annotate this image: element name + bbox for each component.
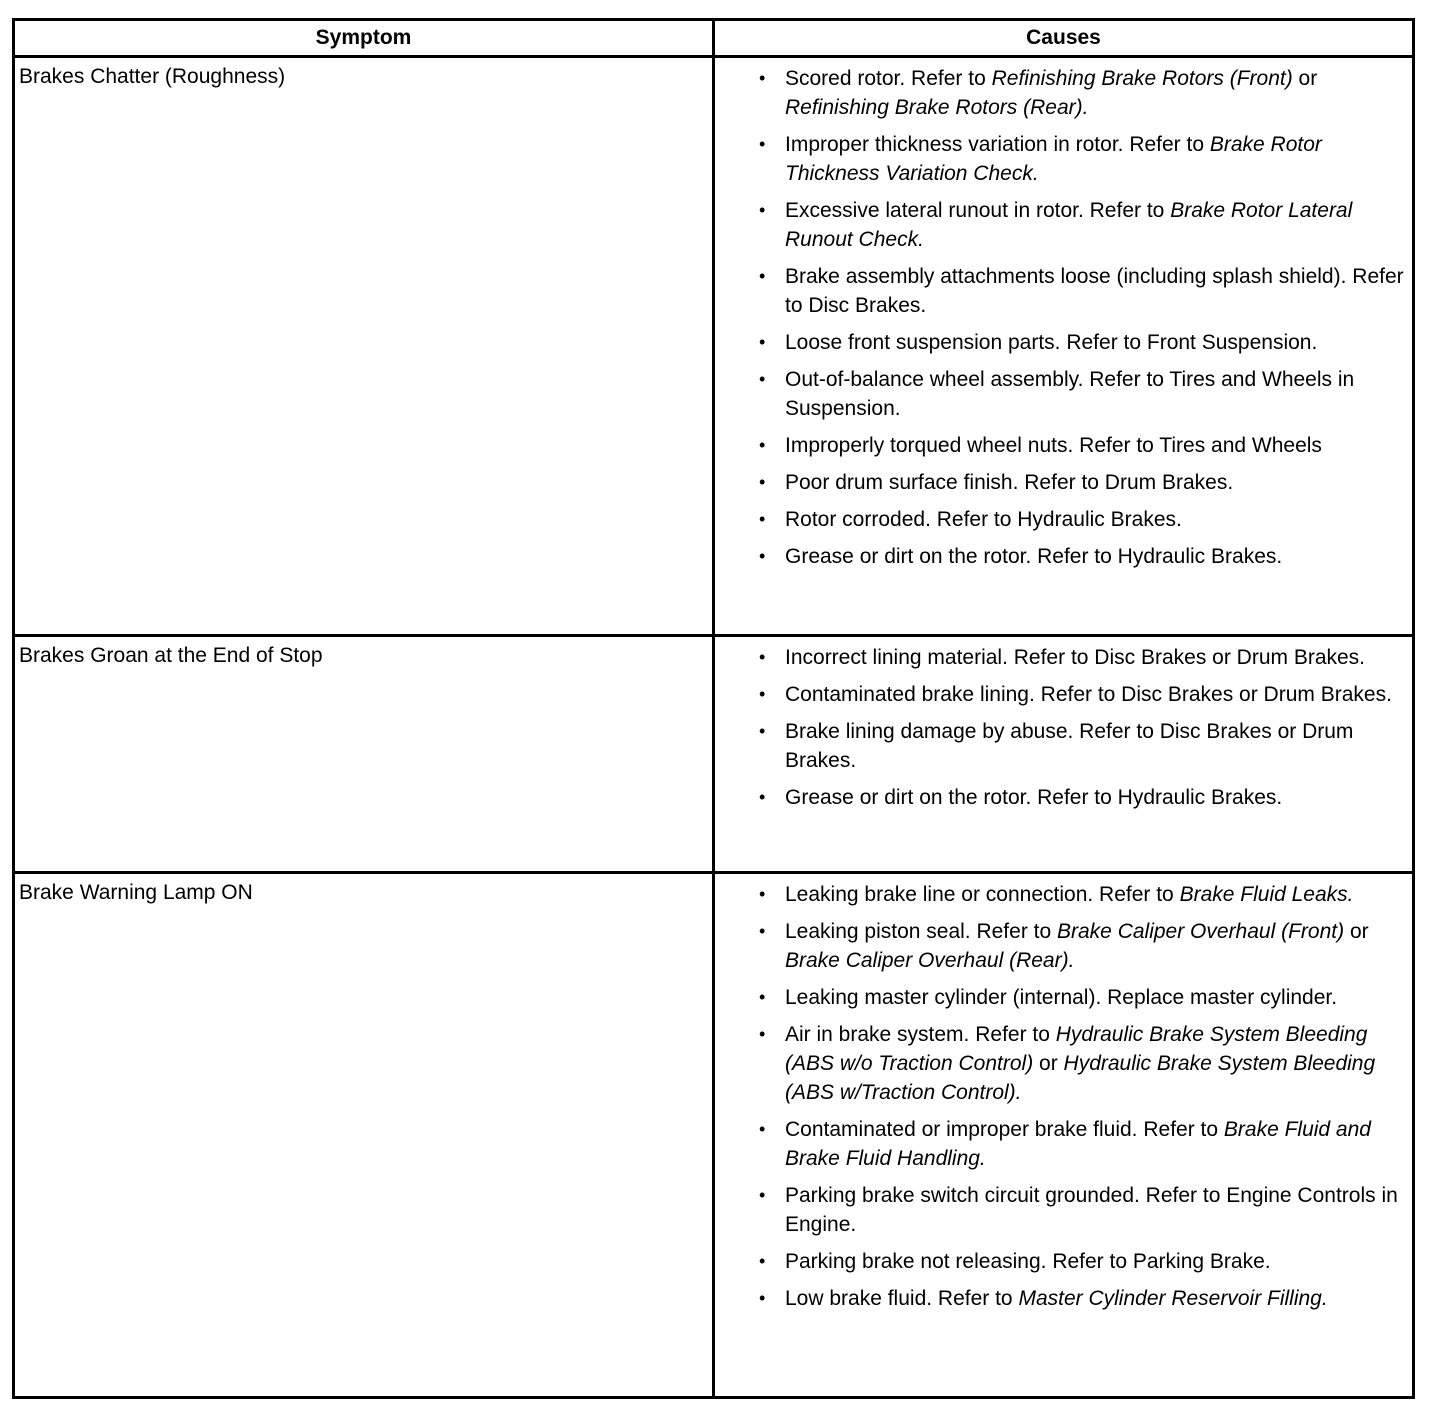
causes-list xyxy=(715,637,1412,816)
bullet-icon: • xyxy=(759,921,766,941)
cause-text: Contaminated brake lining. Refer to Disc Brakes or Drum Brakes. xyxy=(785,683,1392,706)
symptom-text: Brakes Chatter (Roughness) xyxy=(19,65,286,88)
cause-reference: Refinishing Brake Rotors (Front) xyxy=(991,67,1293,90)
cause-item xyxy=(759,64,1406,122)
cause-reference: Hydraulic Brake System Bleeding (ABS w/Traction Control). xyxy=(785,1052,1376,1104)
cause-text: Out-of-balance wheel assembly. Refer to Tires and Wheels in Suspension. xyxy=(785,368,1355,420)
bullet-icon: • xyxy=(759,647,766,667)
bullet-icon: • xyxy=(759,546,766,566)
bullet-icon: • xyxy=(759,721,766,741)
cause-item xyxy=(759,680,1406,709)
cause-text: Grease or dirt on the rotor. Refer to Hydraulic Brakes. xyxy=(785,545,1283,568)
cause-item xyxy=(759,983,1406,1012)
cause-reference: Refinishing Brake Rotors (Rear). xyxy=(785,96,1089,119)
cause-text: Low brake fluid. Refer to xyxy=(785,1287,1019,1310)
bullet-icon: • xyxy=(759,472,766,492)
cause-reference: Brake Fluid Leaks. xyxy=(1179,883,1354,906)
cause-item xyxy=(759,717,1406,775)
cause-reference: Hydraulic Brake System Bleeding (ABS w/o Traction Control) xyxy=(785,1023,1368,1075)
symptom-cell xyxy=(14,873,714,1398)
cause-text: Incorrect lining material. Refer to Disc Brakes or Drum Brakes. xyxy=(785,646,1366,669)
cause-item xyxy=(759,1247,1406,1276)
bullet-icon: • xyxy=(759,435,766,455)
cause-item xyxy=(759,262,1406,320)
cause-text: or xyxy=(1344,920,1369,943)
cause-text: Excessive lateral runout in rotor. Refer to xyxy=(785,199,1171,222)
cause-text: Parking brake not releasing. Refer to Parking Brake. xyxy=(785,1250,1271,1273)
cause-text: Improperly torqued wheel nuts. Refer to Tires and Wheels xyxy=(785,434,1322,457)
causes-column-header: Causes xyxy=(714,20,1414,57)
bullet-icon: • xyxy=(759,200,766,220)
bullet-icon: • xyxy=(759,332,766,352)
bullet-icon: • xyxy=(759,509,766,529)
cause-text: Leaking piston seal. Refer to xyxy=(785,920,1057,943)
document-page xyxy=(12,18,1412,1404)
cause-text: Grease or dirt on the rotor. Refer to Hydraulic Brakes. xyxy=(785,786,1283,809)
bullet-icon: • xyxy=(759,787,766,807)
cause-text: Improper thickness variation in rotor. Refer to xyxy=(785,133,1210,156)
causes-list xyxy=(715,874,1412,1317)
cause-text: or xyxy=(1292,67,1318,90)
cause-reference: Master Cylinder Reservoir Filling. xyxy=(1018,1287,1328,1310)
cause-item xyxy=(759,643,1406,672)
cause-item xyxy=(759,1284,1406,1313)
causes-cell xyxy=(714,636,1414,873)
bullet-icon: • xyxy=(759,68,766,88)
cause-text: Loose front suspension parts. Refer to Front Suspension. xyxy=(785,331,1318,354)
cause-text: Parking brake switch circuit grounded. Refer to Engine Controls in Engine. xyxy=(785,1184,1398,1236)
table-row xyxy=(14,57,1414,636)
bullet-icon: • xyxy=(759,1251,766,1271)
cause-reference: Brake Rotor Lateral Runout Check. xyxy=(785,199,1353,251)
cause-text: Brake lining damage by abuse. Refer to Disc Brakes or Drum Brakes. xyxy=(785,720,1354,772)
cause-text: Brake assembly attachments loose (including splash shield). Refer to Disc Brakes. xyxy=(785,265,1404,317)
cause-item xyxy=(759,431,1406,460)
bullet-icon: • xyxy=(759,1288,766,1308)
cause-text: Contaminated or improper brake fluid. Refer to xyxy=(785,1118,1224,1141)
symptom-cell xyxy=(14,57,714,636)
cause-item xyxy=(759,365,1406,423)
causes-cell xyxy=(714,57,1414,636)
bullet-icon: • xyxy=(759,1119,766,1139)
bullet-icon: • xyxy=(759,987,766,1007)
table-header-row xyxy=(14,20,1414,57)
symptom-text: Brake Warning Lamp ON xyxy=(19,881,253,904)
cause-text: Rotor corroded. Refer to Hydraulic Brakes. xyxy=(785,508,1182,531)
cause-item xyxy=(759,1181,1406,1239)
symptom-causes-table xyxy=(12,18,1415,1399)
bullet-icon: • xyxy=(759,369,766,389)
cause-item xyxy=(759,783,1406,812)
symptom-text: Brakes Groan at the End of Stop xyxy=(19,644,323,667)
cause-item xyxy=(759,880,1406,909)
causes-cell xyxy=(714,873,1414,1398)
cause-text: Scored rotor. Refer to xyxy=(785,67,992,90)
cause-text: Poor drum surface finish. Refer to Drum Brakes. xyxy=(785,471,1234,494)
bullet-icon: • xyxy=(759,1024,766,1044)
cause-reference: Brake Caliper Overhaul (Front) xyxy=(1057,920,1345,943)
cause-item xyxy=(759,328,1406,357)
table-row xyxy=(14,873,1414,1398)
cause-item xyxy=(759,917,1406,975)
cause-text: Leaking master cylinder (internal). Replace master cylinder. xyxy=(785,986,1338,1009)
cause-text: Air in brake system. Refer to xyxy=(785,1023,1056,1046)
cause-text: Leaking brake line or connection. Refer to xyxy=(785,883,1180,906)
causes-list xyxy=(715,58,1412,575)
cause-item xyxy=(759,196,1406,254)
cause-reference: Brake Caliper Overhaul (Rear). xyxy=(785,949,1075,972)
cause-item xyxy=(759,130,1406,188)
cause-reference: Brake Rotor Thickness Variation Check. xyxy=(785,133,1322,185)
bullet-icon: • xyxy=(759,684,766,704)
cause-item xyxy=(759,468,1406,497)
bullet-icon: • xyxy=(759,1185,766,1205)
table-row xyxy=(14,636,1414,873)
cause-reference: Brake Fluid and Brake Fluid Handling. xyxy=(785,1118,1371,1170)
cause-item xyxy=(759,505,1406,534)
symptom-cell xyxy=(14,636,714,873)
bullet-icon: • xyxy=(759,266,766,286)
cause-item xyxy=(759,542,1406,571)
bullet-icon: • xyxy=(759,884,766,904)
bullet-icon: • xyxy=(759,134,766,154)
symptom-column-header: Symptom xyxy=(14,20,714,57)
cause-text: or xyxy=(1033,1052,1064,1075)
cause-item xyxy=(759,1115,1406,1173)
cause-item xyxy=(759,1020,1406,1107)
